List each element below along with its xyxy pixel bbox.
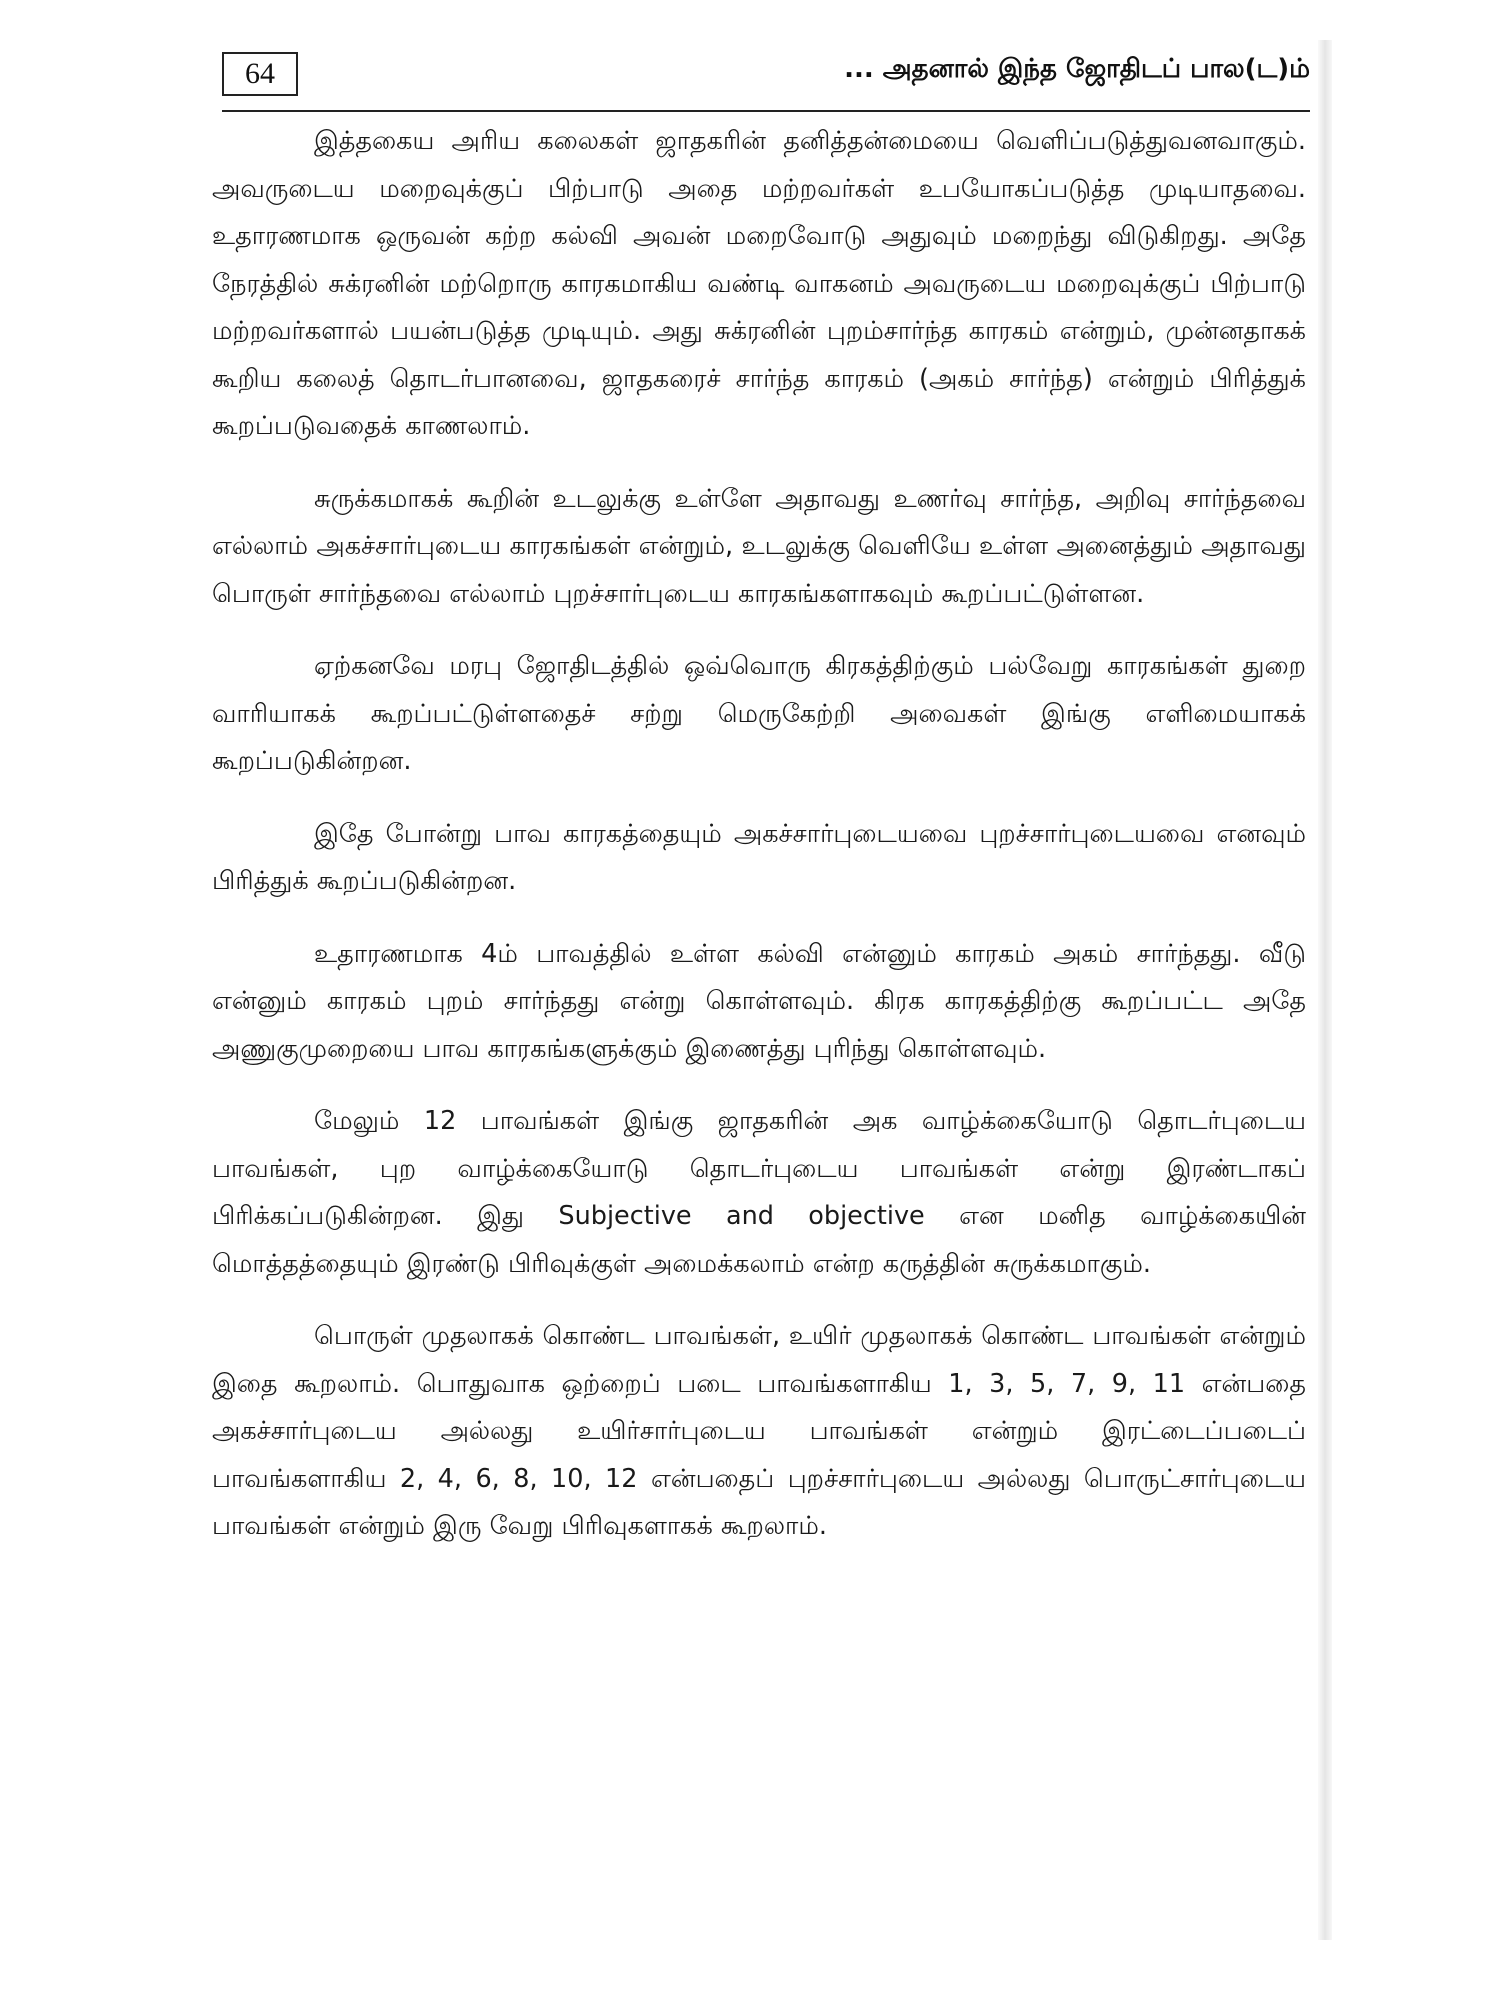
- paragraph-7: பொருள் முதலாகக் கொண்ட பாவங்கள், உயிர் முதலாகக் கொண்ட பாவங்கள் என்றும் இதை கூறலாம். பொதுவாக ஒற்றைப் படை பாவங்களாகிய 1, 3, 5, 7, 9, 11 என்பதை அகச்சார்புடைய அல்லது உயிர்சார்புடைய பாவங்கள் என்றும் இரட்டைப்படைப் பாவங்களாகிய 2, 4, 6, 8, 10, 12 என்பதைப் புறச்சார்புடைய அல்லது பொருட்சார்புடைய பாவங்கள் என்றும் இரு வேறு பிரிவுகளாகக் கூறலாம்.: [212, 1321, 1306, 1541]
- paragraph-2: சுருக்கமாகக் கூறின் உடலுக்கு உள்ளே அதாவது உணர்வு சார்ந்த, அறிவு சார்ந்தவை எல்லாம் அகச்சார்புடைய காரகங்கள் என்றும், உடலுக்கு வெளியே உள்ள அனைத்தும் அதாவது பொருள் சார்ந்தவை எல்லாம் புறச்சார்புடைய காரகங்களாகவும் கூறப்பட்டுள்ளன.: [212, 483, 1306, 609]
- page-number: 64: [222, 52, 298, 96]
- page-spine-shadow: [1318, 40, 1332, 1940]
- paragraph-6: மேலும் 12 பாவங்கள் இங்கு ஜாதகரின் அக வாழ்க்கையோடு தொடர்புடைய பாவங்கள், புற வாழ்க்கையோடு தொடர்புடைய பாவங்கள் என்று இரண்டாகப் பிரிக்கப்படுகின்றன. இது Subjective and objective என மனித வாழ்க்கையின் மொத்தத்தையும் இரண்டு பிரிவுக்குள் அமைக்கலாம் என்ற கருத்தின் சுருக்கமாகும்.: [212, 1106, 1306, 1279]
- paragraph-1: இத்தகைய அரிய கலைகள் ஜாதகரின் தனித்தன்மையை வெளிப்படுத்துவனவாகும். அவருடைய மறைவுக்குப் பிற்பாடு அதை மற்றவர்கள் உபயோகப்படுத்த முடியாதவை. உதாரணமாக ஒருவன் கற்ற கல்வி அவன் மறைவோடு அதுவும் மறைந்து விடுகிறது. அதே நேரத்தில் சுக்ரனின் மற்றொரு காரகமாகிய வண்டி வாகனம் அவருடைய மறைவுக்குப் பிற்பாடு மற்றவர்களால் பயன்படுத்த முடியும். அது சுக்ரனின் புறம்சார்ந்த காரகம் என்றும், முன்னதாகக் கூறிய கலைத் தொடர்பானவை, ஜாதகரைச் சார்ந்த காரகம் (அகம் சார்ந்த) என்றும் பிரித்துக் கூறப்படுவதைக் காணலாம்.: [212, 126, 1306, 441]
- paragraph-3: ஏற்கனவே மரபு ஜோதிடத்தில் ஒவ்வொரு கிரகத்திற்கும் பல்வேறு காரகங்கள் துறை வாரியாகக் கூறப்பட்டுள்ளதைச் சற்று மெருகேற்றி அவைகள் இங்கு எளிமையாகக் கூறப்படுகின்றன.: [212, 651, 1306, 776]
- paragraph-4: இதே போன்று பாவ காரகத்தையும் அகச்சார்புடையவை புறச்சார்புடையவை எனவும் பிரித்துக் கூறப்படுகின்றன.: [212, 818, 1306, 896]
- paragraph-5: உதாரணமாக 4ம் பாவத்தில் உள்ள கல்வி என்னும் காரகம் அகம் சார்ந்தது. வீடு என்னும் காரகம் புறம் சார்ந்தது என்று கொள்ளவும். கிரக காரகத்திற்கு கூறப்பட்ட அதே அணுகுமுறையை பாவ காரகங்களுக்கும் இணைத்து புரிந்து கொள்ளவும்.: [212, 938, 1306, 1064]
- body-text: [212, 118, 1306, 1576]
- running-title: ... அதனால் இந்த ஜோதிடப் பால(ட)ம்: [844, 54, 1310, 84]
- page-header: [222, 52, 1310, 112]
